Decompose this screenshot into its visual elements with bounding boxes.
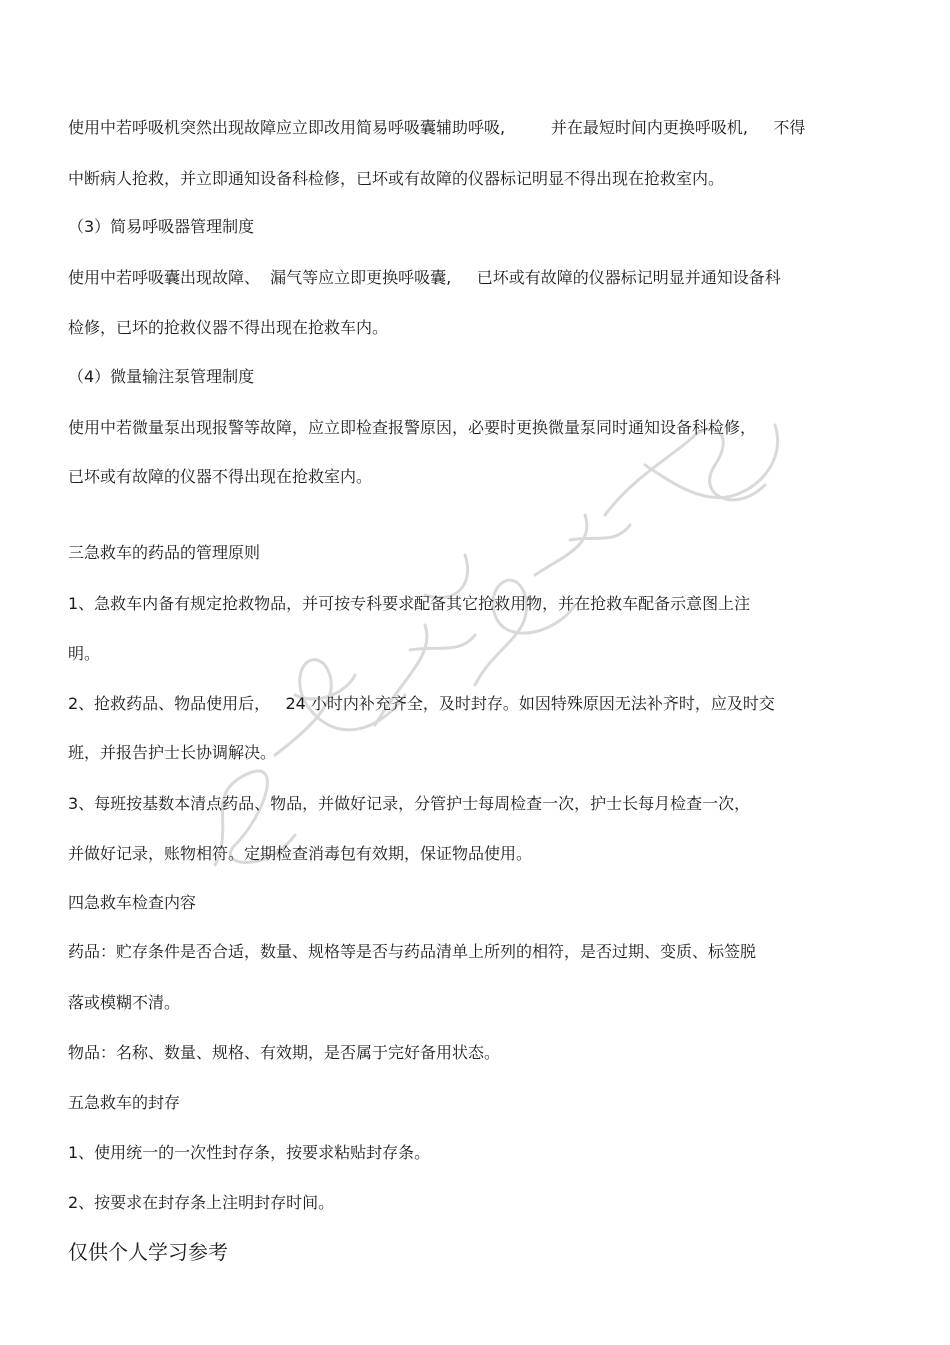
paragraph-line: 使用中若呼吸囊出现故障、 漏气等应立即更换呼吸囊, 已坏或有故障的仪器标记明显并通知设备科 (68, 268, 781, 287)
paragraph-line: 1、使用统一的一次性封存条，按要求粘贴封存条。 (68, 1143, 431, 1162)
paragraph-line: 已坏或有故障的仪器不得出现在抢救室内。 (68, 467, 373, 486)
section-heading: 五急救车的封存 (68, 1093, 181, 1112)
paragraph-line: 3、每班按基数本清点药品、物品，并做好记录，分管护士每周检查一次，护士长每月检查一次， (68, 794, 751, 813)
paragraph-line: 并做好记录，账物相符。定期检查消毒包有效期，保证物品使用。 (68, 844, 533, 863)
paragraph-line: 2、按要求在封存条上注明封存时间。 (68, 1193, 335, 1212)
paragraph-line: 药品：贮存条件是否合适，数量、规格等是否与药品清单上所列的相符，是否过期、变质、标签脱 (68, 942, 757, 961)
section-heading: 四急救车检查内容 (68, 893, 197, 912)
footer-note: 仅供个人学习参考 (68, 1240, 228, 1264)
paragraph-line: 班，并报告护士长协调解决。 (68, 743, 277, 762)
paragraph-line: 明。 (68, 644, 101, 663)
paragraph-line: 使用中若呼吸机突然出现故障应立即改用简易呼吸囊辅助呼吸, 并在最短时间内更换呼吸机, 不得 (68, 118, 806, 137)
paragraph-line: 使用中若微量泵出现报警等故障，应立即检查报警原因，必要时更换微量泵同时通知设备科检修， (68, 418, 757, 437)
section-heading: （3）简易呼吸器管理制度 (68, 217, 255, 236)
paragraph-line: 检修，已坏的抢救仪器不得出现在抢救车内。 (68, 318, 389, 337)
section-heading: 三急救车的药品的管理原则 (68, 543, 261, 562)
paragraph-line: 2、抢救药品、物品使用后， 24 小时内补充齐全，及时封存。如因特殊原因无法补齐时，应及时交 (68, 694, 775, 713)
paragraph-line: 落或模糊不清。 (68, 993, 181, 1012)
paragraph-line: 中断病人抢救，并立即通知设备科检修，已坏或有故障的仪器标记明显不得出现在抢救室内。 (68, 169, 725, 188)
paragraph-line: 1、急救车内备有规定抢救物品，并可按专科要求配备其它抢救用物，并在抢救车配备示意图上注 (68, 594, 751, 613)
section-heading: （4）微量输注泵管理制度 (68, 367, 255, 386)
paragraph-line: 物品：名称、数量、规格、有效期，是否属于完好备用状态。 (68, 1043, 501, 1062)
